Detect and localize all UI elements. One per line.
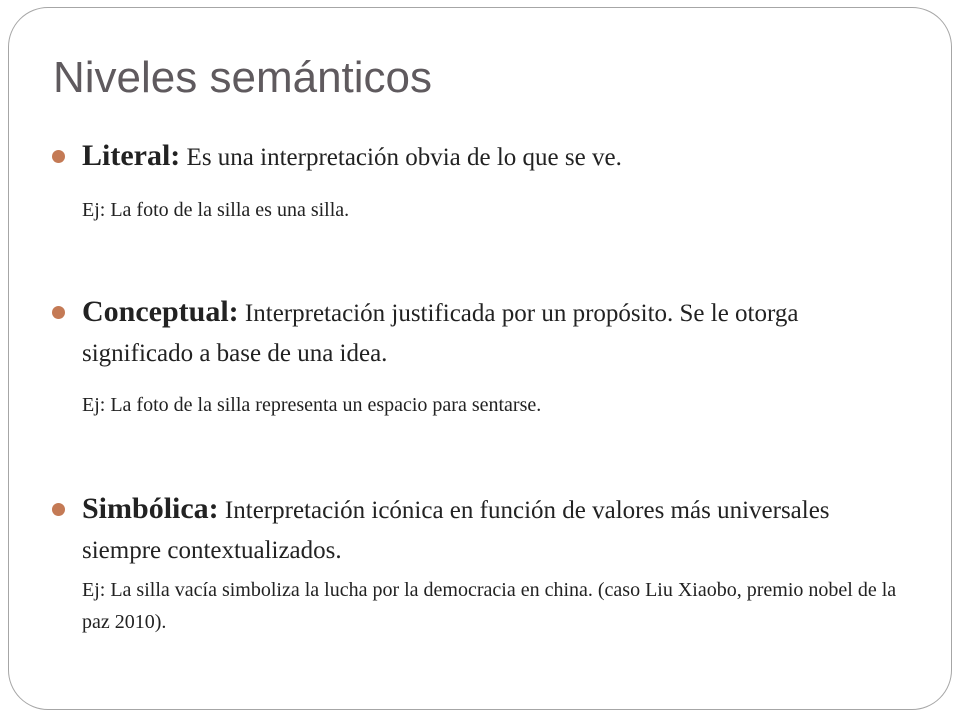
bullet-term: Conceptual: (82, 295, 239, 328)
bullet-dot-icon (52, 150, 65, 163)
bullet-description: Interpretación icónica en función de valores más universales siempre contextualizados. (82, 497, 830, 564)
bullet-text (82, 292, 912, 374)
slide-title: Niveles semánticos (53, 53, 433, 102)
bullet-text (82, 136, 912, 178)
bullet-conceptual (52, 292, 912, 374)
bullet-term: Simbólica: (82, 492, 219, 525)
bullet-example: Ej: La foto de la silla representa un espacio para sentarse. (82, 394, 542, 416)
bullet-text (82, 489, 912, 571)
bullet-description: Interpretación justificada por un propósito. Se le otorga significado a base de una idea. (82, 300, 799, 367)
bullet-literal (52, 136, 912, 178)
bullet-example: Ej: La silla vacía simboliza la lucha por la democracia en china. (caso Liu Xiaobo, premio nobel de la paz 2010). (82, 579, 897, 633)
bullet-dot-icon (52, 306, 65, 319)
bullet-description: Es una interpretación obvia de lo que se ve. (180, 144, 622, 171)
bullet-dot-icon (52, 503, 65, 516)
bullet-simbolica (52, 489, 912, 571)
bullet-example: Ej: La foto de la silla es una silla. (82, 199, 350, 221)
bullet-term: Literal: (82, 139, 181, 172)
